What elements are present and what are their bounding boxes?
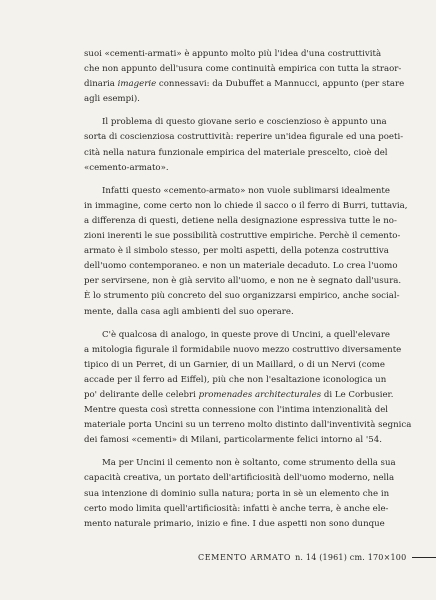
paragraph	[84, 184, 408, 320]
text-line: po' delirante delle celebri promenades architecturales di Le Corbusier.	[84, 389, 394, 400]
text-line: materiale porta Uncini su un terreno molto distinto dall'inventività segnica	[84, 420, 412, 431]
text-line: dell'uomo contemporaneo. e non un materiale decaduto. Lo crea l'uomo	[84, 261, 398, 272]
paragraph	[84, 456, 396, 531]
artwork-title: CEMENTO ARMATO	[198, 553, 292, 562]
text-line: dinaria imagerie connessavi: da Dubuffet a Mannucci, appunto (per stare	[84, 79, 405, 90]
text-line: armato è il simbolo stesso, per molti aspetti, della potenza costruttiva	[84, 246, 389, 257]
text-line: che non appunto dell'usura come continuità empirica con tutta la straor-	[84, 64, 402, 75]
text-line: cità nella natura funzionale empirica del materiale prescelto, cioè del	[84, 147, 388, 158]
text-line: per servirsene, non è già servito all'uomo, e non ne è segnato dall'usura.	[84, 276, 402, 287]
text-line: capacità creativa, un portato dell'artificiosità dell'uomo moderno, nella	[84, 473, 395, 484]
text-line: tipico di un Perret, di un Garnier, di un Maillard, o di un Nervi (come	[84, 359, 385, 370]
text-line: mento naturale primario, inizio e fine. I due aspetti non sono dunque	[84, 518, 385, 529]
text-line: certo modo limita quell'artificiosità: infatti è anche terra, è anche ele-	[84, 503, 389, 514]
text-line: a mitologia figurale il formidabile nuovo mezzo costruttivo diversamente	[84, 344, 402, 355]
text-line: agli esempi).	[84, 94, 140, 105]
text-line: sorta di coscienziosa costruttività: reperire un'idea figurale ed una poeti-	[84, 132, 404, 143]
text-line: zioni inerenti le sue possibilità costruttive empiriche. Perchè il cemento-	[84, 231, 401, 242]
text-line: C'è qualcosa di analogo, in queste prove di Uncini, a quell'elevare	[102, 329, 391, 340]
text-line: Mentre questa così stretta connessione con l'intima intenzionalità del	[84, 405, 389, 416]
text-line: sua intenzione di dominio sulla natura; porta in sè un elemento che in	[84, 488, 390, 499]
paragraph	[84, 115, 404, 175]
text-line: Ma per Uncini il cemento non è soltanto, come strumento della sua	[102, 458, 396, 469]
body-text	[84, 47, 412, 532]
text-line: mente, dalla casa agli ambienti del suo operare.	[84, 306, 294, 317]
text-line: È lo strumento più concreto del suo organizzarsi empirico, anche social-	[84, 291, 400, 302]
artwork-caption	[198, 553, 436, 562]
paragraph	[84, 328, 412, 449]
artwork-details: n. 14 (1961) cm. 170×100	[295, 553, 407, 562]
text-line: a differenza di questi, detiene nella designazione espressiva tutte le no-	[84, 215, 397, 226]
text-line: in immagine, come certo non lo chiede il sacco o il ferro di Burri, tuttavia,	[84, 200, 408, 211]
text-line: Infatti questo «cemento-armato» non vuole sublimarsi idealmente	[102, 185, 390, 196]
text-line: «cemento-armato».	[84, 162, 169, 173]
paragraph	[84, 47, 405, 107]
text-line: suoi «cementi-armati» è appunto molto più l'idea d'una costruttività	[84, 49, 382, 59]
text-line: dei famosi «cementi» di Milani, particolarmente felici intorno al '54.	[84, 435, 382, 446]
text-line: accade per il ferro ad Eiffel), più che non l'esaltazione iconologica un	[84, 374, 387, 385]
arrow-right-icon	[412, 557, 436, 558]
text-line: Il problema di questo giovane serio e coscienzioso è appunto una	[102, 117, 387, 128]
